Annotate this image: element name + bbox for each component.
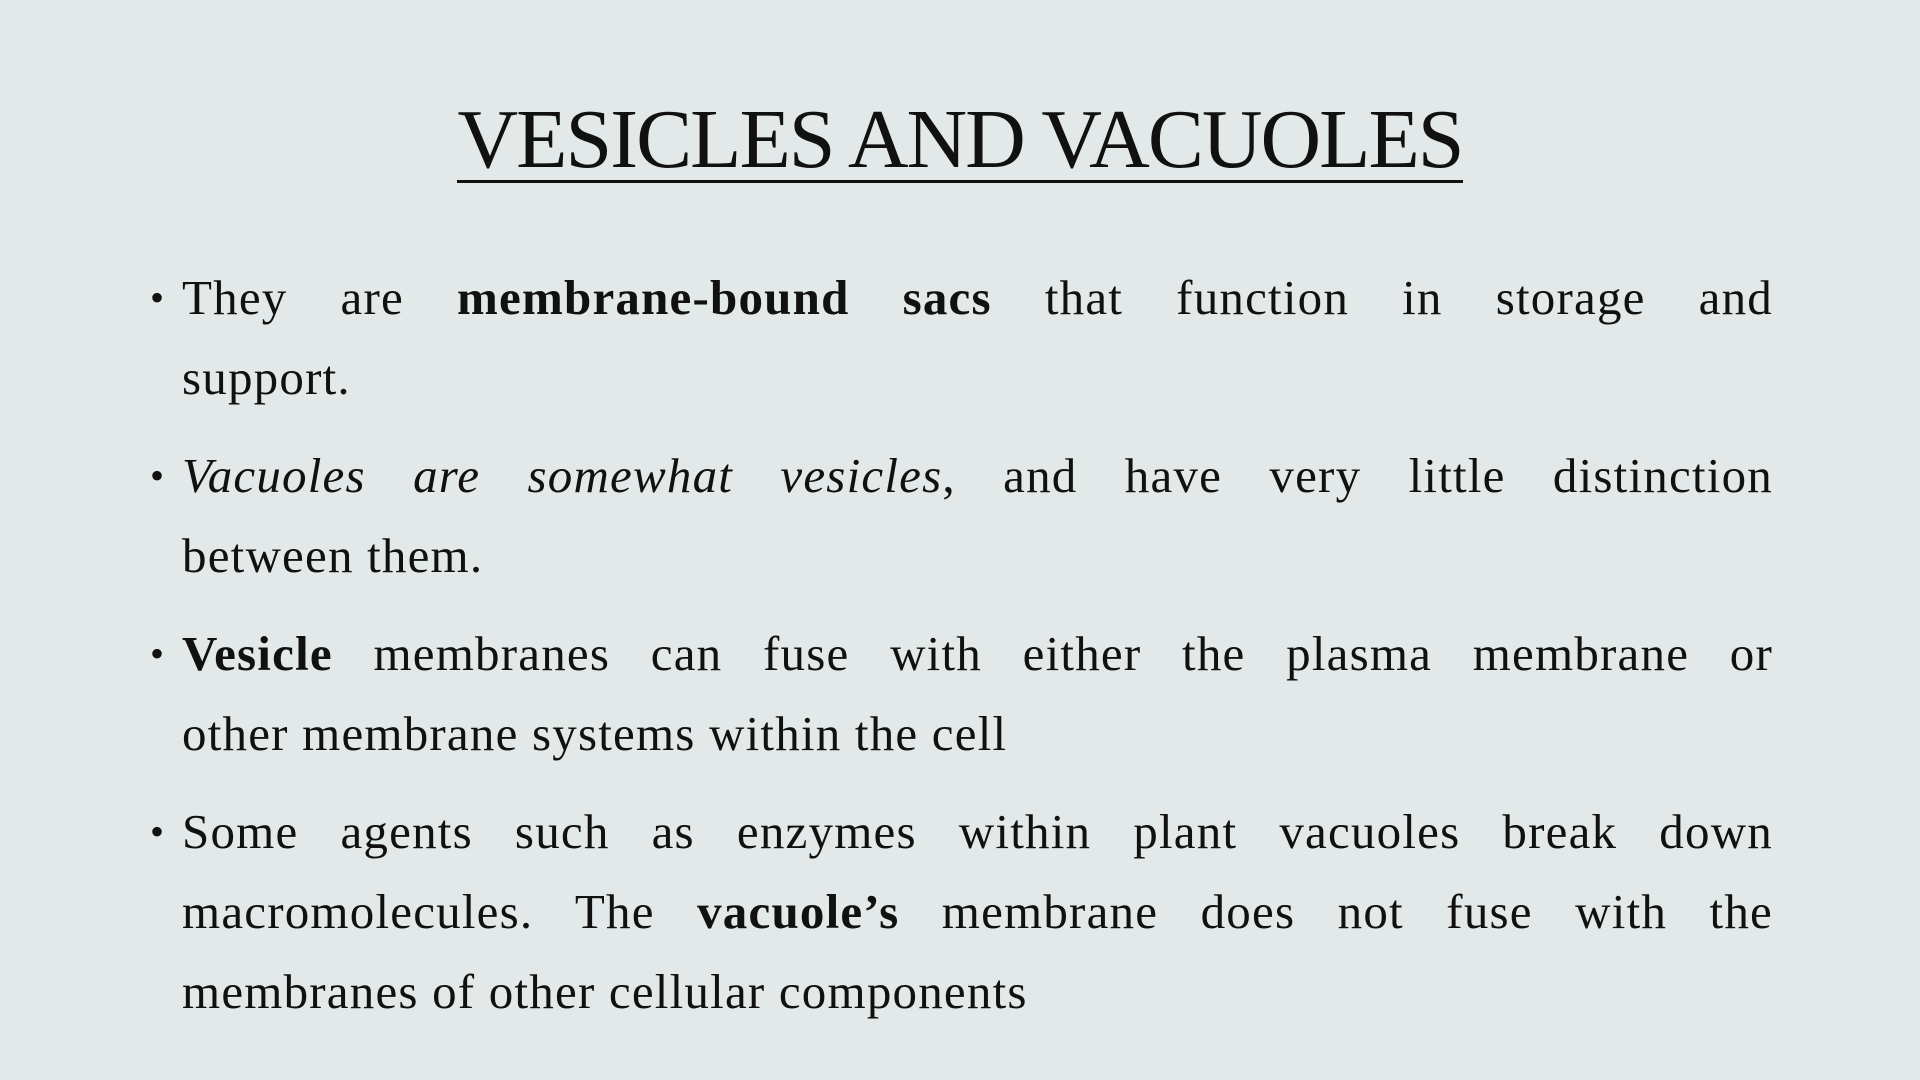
text: They are [182, 270, 458, 325]
text: , and have very little distinction [942, 448, 1773, 503]
bold-text: membrane-bound sacs [457, 270, 992, 325]
text: other membrane systems within the cell [182, 706, 1008, 761]
bullet-icon: • [150, 453, 166, 498]
bullet-item [150, 792, 1773, 1032]
text-line [182, 792, 1773, 872]
bullet-icon: • [150, 631, 166, 676]
text-line [182, 872, 1773, 952]
text-line [182, 516, 1773, 596]
text-line [182, 436, 1773, 516]
bold-text: vacuole’s [697, 884, 900, 939]
bullet-list [150, 258, 1773, 1050]
bullet-icon: • [150, 809, 166, 854]
text-line [182, 952, 1773, 1032]
bold-text: Vesicle [182, 626, 333, 681]
bullet-item [150, 258, 1773, 418]
text: membranes can fuse with either the plasma membrane or [332, 626, 1773, 681]
italic-text: Vacuoles are somewhat vesicles [182, 448, 943, 503]
bullet-item [150, 614, 1773, 774]
text: that function in storage and [991, 270, 1773, 325]
bullet-icon: • [150, 275, 166, 320]
text-line [182, 694, 1773, 774]
text-line [182, 258, 1773, 338]
slide-title [0, 92, 1920, 188]
text: macromolecules. The [182, 884, 698, 939]
bullet-item [150, 436, 1773, 596]
text: support. [182, 350, 351, 405]
text-line [182, 614, 1773, 694]
text: between them. [182, 528, 484, 583]
text: membrane does not fuse with the [899, 884, 1773, 939]
text: membranes of other cellular components [182, 964, 1028, 1019]
text: Some agents such as enzymes within plant vacuoles break down [182, 804, 1773, 859]
text-line [182, 338, 1773, 418]
slide-title-text: VESICLES AND VACUOLES [457, 93, 1463, 186]
